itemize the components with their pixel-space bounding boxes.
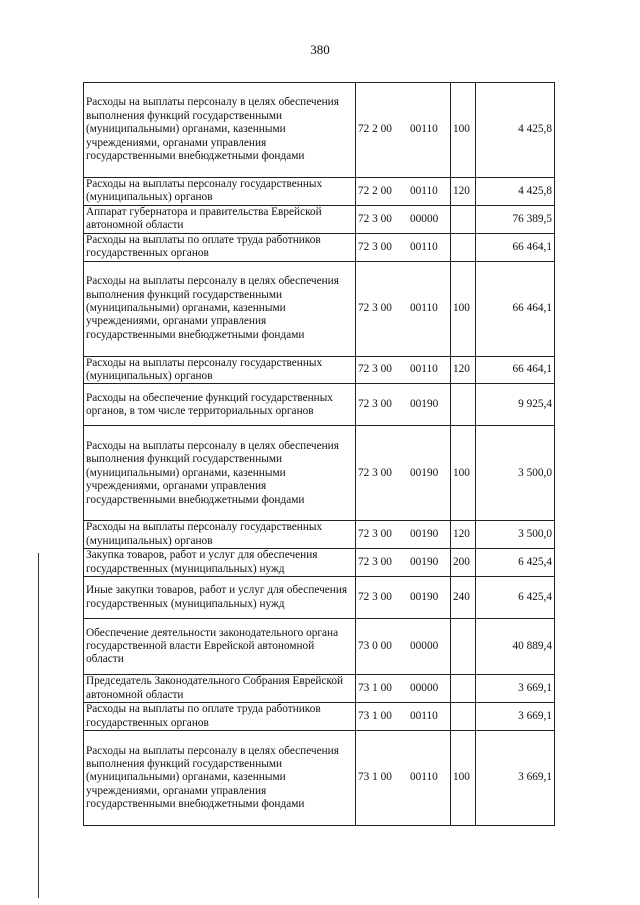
row-sum: 3 500,0 xyxy=(476,521,555,549)
table-row xyxy=(84,549,555,577)
row-name: Расходы на обеспечение функций государственных органов, в том числе территориальных органов xyxy=(84,384,356,426)
row-name: Обеспечение деятельности законодательного органа государственной власти Еврейской автономной области xyxy=(84,619,356,675)
row-name: Иные закупки товаров, работ и услуг для обеспечения государственных (муниципальных) нужд xyxy=(84,577,356,619)
row-direction-code: 00000 xyxy=(408,675,451,703)
row-program-code: 73 1 00 xyxy=(356,731,409,826)
row-sum: 9 925,4 xyxy=(476,384,555,426)
table-row xyxy=(84,83,555,178)
row-direction-code: 00000 xyxy=(408,619,451,675)
row-name: Расходы на выплаты персоналу в целях обеспечения выполнения функций государственными (муниципальными) органами, казенными учреждениями, органами управления государственными внебюджетными фондами xyxy=(84,83,356,178)
row-program-code: 72 2 00 xyxy=(356,83,409,178)
row-name: Закупка товаров, работ и услуг для обеспечения государственных (муниципальных) нужд xyxy=(84,549,356,577)
row-sum: 3 669,1 xyxy=(476,703,555,731)
row-program-code: 73 0 00 xyxy=(356,619,409,675)
table-row xyxy=(84,619,555,675)
table-row xyxy=(84,384,555,426)
table-row xyxy=(84,233,555,261)
table-row xyxy=(84,356,555,384)
row-direction-code: 00190 xyxy=(408,426,451,521)
row-name: Расходы на выплаты по оплате труда работников государственных органов xyxy=(84,233,356,261)
budget-table xyxy=(83,82,555,826)
budget-table-body xyxy=(84,83,555,826)
table-row xyxy=(84,675,555,703)
row-name: Расходы на выплаты персоналу в целях обеспечения выполнения функций государственными (муниципальными) органами, казенными учреждениями, органами управления государственными внебюджетными фондами xyxy=(84,261,356,356)
row-name: Расходы на выплаты персоналу в целях обеспечения выполнения функций государственными (муниципальными) органами, казенными учреждениями, органами управления государственными внебюджетными фондами xyxy=(84,426,356,521)
row-sum: 66 464,1 xyxy=(476,233,555,261)
margin-line xyxy=(38,553,39,898)
row-sum: 66 464,1 xyxy=(476,356,555,384)
row-expense-type: 100 xyxy=(451,83,476,178)
table-row xyxy=(84,521,555,549)
row-expense-type: 200 xyxy=(451,549,476,577)
row-program-code: 72 3 00 xyxy=(356,549,409,577)
row-direction-code: 00190 xyxy=(408,577,451,619)
table-row xyxy=(84,178,555,206)
row-direction-code: 00110 xyxy=(408,261,451,356)
row-direction-code: 00110 xyxy=(408,356,451,384)
row-direction-code: 00110 xyxy=(408,731,451,826)
row-program-code: 72 3 00 xyxy=(356,356,409,384)
row-expense-type xyxy=(451,205,476,233)
row-expense-type: 120 xyxy=(451,178,476,206)
row-expense-type: 100 xyxy=(451,426,476,521)
row-program-code: 73 1 00 xyxy=(356,675,409,703)
row-program-code: 72 3 00 xyxy=(356,205,409,233)
table-row xyxy=(84,577,555,619)
row-direction-code: 00190 xyxy=(408,549,451,577)
row-sum: 40 889,4 xyxy=(476,619,555,675)
page-number: 380 xyxy=(310,42,330,57)
row-expense-type: 240 xyxy=(451,577,476,619)
row-program-code: 72 3 00 xyxy=(356,577,409,619)
row-name: Расходы на выплаты персоналу государственных (муниципальных) органов xyxy=(84,521,356,549)
table-row xyxy=(84,261,555,356)
row-sum: 3 669,1 xyxy=(476,675,555,703)
row-sum: 4 425,8 xyxy=(476,178,555,206)
row-direction-code: 00190 xyxy=(408,384,451,426)
row-direction-code: 00110 xyxy=(408,703,451,731)
row-name: Председатель Законодательного Собрания Еврейской автономной области xyxy=(84,675,356,703)
table-row xyxy=(84,205,555,233)
row-sum: 6 425,4 xyxy=(476,577,555,619)
row-expense-type xyxy=(451,619,476,675)
row-expense-type: 100 xyxy=(451,261,476,356)
row-name: Расходы на выплаты персоналу государственных (муниципальных) органов xyxy=(84,178,356,206)
row-sum: 3 500,0 xyxy=(476,426,555,521)
row-sum: 4 425,8 xyxy=(476,83,555,178)
row-expense-type xyxy=(451,703,476,731)
row-sum: 3 669,1 xyxy=(476,731,555,826)
row-program-code: 72 2 00 xyxy=(356,178,409,206)
row-expense-type: 100 xyxy=(451,731,476,826)
row-name: Расходы на выплаты персоналу государственных (муниципальных) органов xyxy=(84,356,356,384)
row-expense-type xyxy=(451,675,476,703)
row-expense-type xyxy=(451,233,476,261)
row-name: Расходы на выплаты по оплате труда работников государственных органов xyxy=(84,703,356,731)
row-expense-type: 120 xyxy=(451,356,476,384)
row-program-code: 72 3 00 xyxy=(356,521,409,549)
table-row xyxy=(84,731,555,826)
row-direction-code: 00110 xyxy=(408,178,451,206)
row-program-code: 72 3 00 xyxy=(356,261,409,356)
row-name: Расходы на выплаты персоналу в целях обеспечения выполнения функций государственными (муниципальными) органами, казенными учреждениями, органами управления государственными внебюджетными фондами xyxy=(84,731,356,826)
row-expense-type xyxy=(451,384,476,426)
row-direction-code: 00110 xyxy=(408,233,451,261)
row-sum: 76 389,5 xyxy=(476,205,555,233)
row-direction-code: 00110 xyxy=(408,83,451,178)
row-sum: 6 425,4 xyxy=(476,549,555,577)
row-sum: 66 464,1 xyxy=(476,261,555,356)
table-row xyxy=(84,426,555,521)
row-direction-code: 00190 xyxy=(408,521,451,549)
row-program-code: 72 3 00 xyxy=(356,384,409,426)
row-program-code: 72 3 00 xyxy=(356,426,409,521)
row-expense-type: 120 xyxy=(451,521,476,549)
row-program-code: 73 1 00 xyxy=(356,703,409,731)
row-direction-code: 00000 xyxy=(408,205,451,233)
table-row xyxy=(84,703,555,731)
row-name: Аппарат губернатора и правительства Еврейской автономной области xyxy=(84,205,356,233)
row-program-code: 72 3 00 xyxy=(356,233,409,261)
